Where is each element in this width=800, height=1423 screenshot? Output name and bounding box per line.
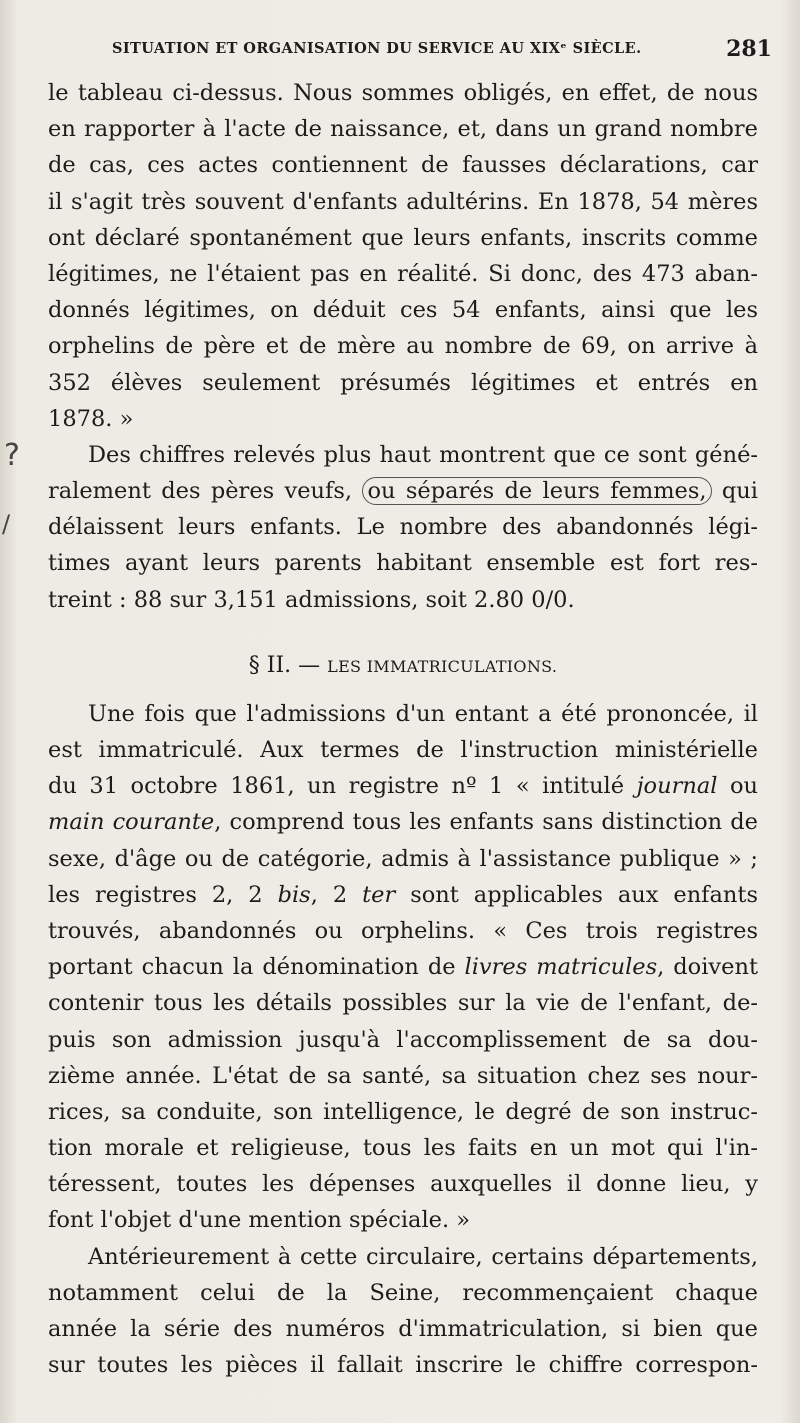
text-line: rices, sa conduite, son intelligence, le degré de son instruc- (48, 1098, 758, 1125)
text-line: orphelins de père et de mère au nombre de 69, on arrive à (48, 333, 758, 360)
text-line: times ayant leurs parents habitant ensemble est fort res- (48, 550, 758, 577)
paragraph-2 (48, 437, 758, 618)
paragraph-1 (48, 75, 758, 437)
text-span: du 31 octobre 1861, un registre nº 1 « intitulé (48, 773, 637, 800)
text-line: légitimes, ne l'étaient pas en réalité. Si donc, des 473 aban- (48, 260, 758, 287)
italic-term: main courante (48, 809, 215, 836)
text-line: Des chiffres relevés plus haut montrent que ce sont géné- (88, 441, 758, 468)
text-line: en rapporter à l'acte de naissance, et, dans un grand nombre (48, 116, 758, 143)
text-line: Une fois que l'admissions d'un entant a été prononcée, il (88, 700, 758, 727)
text-line (48, 804, 758, 840)
text-line: de cas, ces actes contiennent de fausses déclarations, car (48, 152, 758, 179)
text-line: 1878. » (48, 405, 134, 432)
text-line: 352 élèves seulement présumés légitimes et entrés en (48, 369, 758, 396)
italic-term: ter (362, 881, 396, 908)
text-line: téressent, toutes les dépenses auxquelles il donne lieu, y (48, 1171, 758, 1198)
section-heading (48, 618, 758, 696)
text-span: ou (717, 773, 758, 800)
text-line: sur toutes les pièces il fallait inscrire le chiffre correspon- (48, 1352, 758, 1379)
text-line: délaissent leurs enfants. Le nombre des abandonnés légi- (48, 514, 758, 541)
text-span: , 2 (310, 881, 363, 908)
text-line: ont déclaré spontanément que leurs enfants, inscrits comme (48, 224, 758, 251)
paragraph-3 (48, 696, 758, 1239)
page-number: 281 (726, 36, 772, 62)
circled-annotation: ou séparés de leurs femmes, (362, 477, 711, 505)
text-line: treint : 88 sur 3,151 admissions, soit 2.80 0/0. (48, 586, 575, 613)
section-title: LES IMMATRICULATIONS. (327, 656, 558, 676)
italic-term: bis (277, 881, 311, 908)
section-dash: — (291, 652, 328, 678)
text-line: notamment celui de la Seine, recommençaient chaque (48, 1279, 758, 1306)
text-span: , doivent (657, 954, 758, 981)
text-line: sexe, d'âge ou de catégorie, admis à l'assistance publique » ; (48, 845, 758, 872)
text-line: donnés légitimes, on déduit ces 54 enfants, ainsi que les (48, 297, 758, 324)
italic-term: livres matricules (464, 954, 658, 981)
text-line: année la série des numéros d'immatriculation, si bien que (48, 1316, 758, 1342)
text-line (48, 768, 758, 804)
text-line (48, 877, 758, 913)
text-span: les registres 2, 2 (48, 881, 278, 908)
section-number: § II. (248, 652, 292, 678)
paragraph-4 (48, 1239, 758, 1384)
body-text (48, 75, 758, 1383)
text-line: trouvés, abandonnés ou orphelins. « Ces trois registres (48, 917, 758, 944)
text-span: , comprend tous les enfants sans distinction de (214, 809, 758, 836)
text-line: tion morale et religieuse, tous les faits en un mot qui l'in- (48, 1135, 758, 1162)
text-line: Antérieurement à cette circulaire, certains départements, (88, 1243, 758, 1270)
running-title: SITUATION ET ORGANISATION DU SERVICE AU XIXᵉ SIÈCLE. (112, 40, 642, 57)
text-line: zième année. L'état de sa santé, sa situation chez ses nour- (48, 1062, 758, 1089)
text-span: portant chacun la dénomination de (48, 954, 465, 981)
margin-question-mark: ? (4, 438, 20, 473)
text-line (48, 949, 758, 985)
text-span: qui (711, 478, 758, 505)
running-head (48, 36, 772, 66)
text-span: sont applicables aux enfants (395, 881, 758, 908)
text-line: le tableau ci-dessus. Nous sommes obligés, en effet, de nous (48, 80, 758, 106)
text-line: est immatriculé. Aux termes de l'instruction ministérielle (48, 737, 758, 763)
text-line: contenir tous les détails possibles sur la vie de l'enfant, de- (48, 990, 758, 1017)
italic-term: journal (636, 773, 718, 800)
text-span: ralement des pères veufs, (48, 478, 363, 505)
text-line: il s'agit très souvent d'enfants adultérins. En 1878, 54 mères (48, 188, 758, 215)
margin-slash-mark: / (2, 510, 11, 538)
text-line (48, 473, 758, 509)
text-line: puis son admission jusqu'à l'accomplissement de sa dou- (48, 1026, 758, 1053)
text-line: font l'objet d'une mention spéciale. » (48, 1207, 471, 1234)
